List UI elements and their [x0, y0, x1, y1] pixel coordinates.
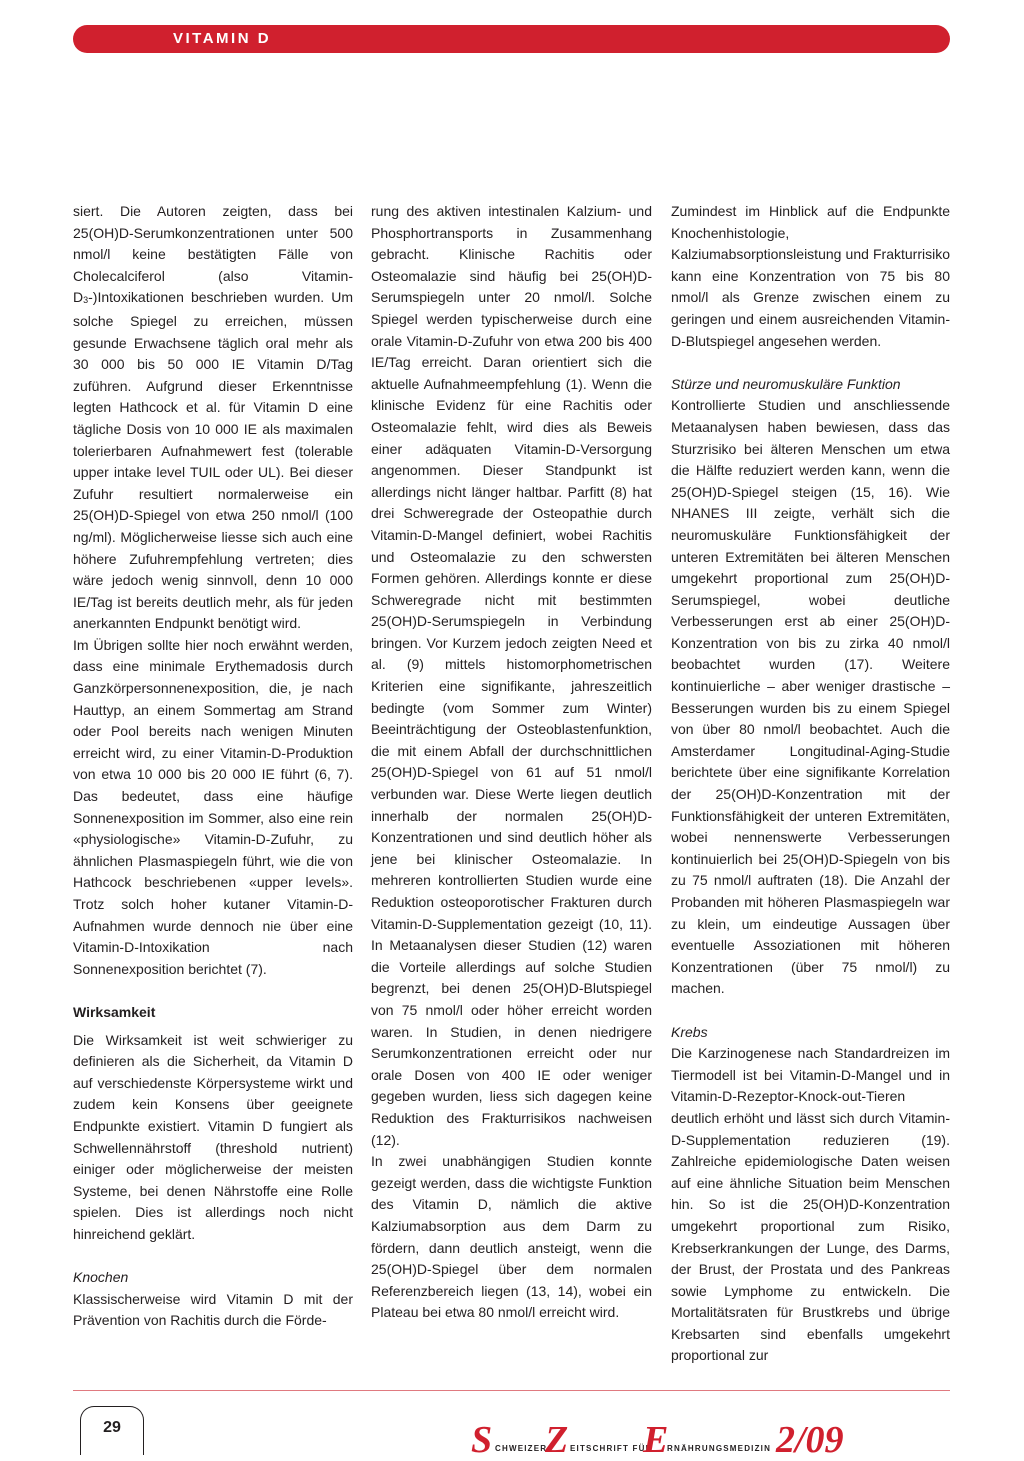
masthead-word-3: RNÄHRUNGSMEDIZIN	[667, 1444, 772, 1453]
column-1	[73, 201, 353, 1332]
section-header-bar	[73, 25, 950, 53]
column-3	[671, 201, 950, 1367]
masthead-s: S	[471, 1419, 493, 1461]
heading-krebs: Krebs	[671, 1023, 708, 1040]
paragraph: Zumindest im Hinblick auf die Endpunkte Knochenhistologie, Kalziumabsorptionsleistung und Frakturrisiko kann eine Konzentration von 75 bis 80 nmol/l als Grenze zwischen einem zu geringen und einem ausreichenden Vitamin-D-Blutspiegel angesehen werden.	[671, 203, 950, 349]
paragraph: Im Übrigen sollte hier noch erwähnt werden, dass eine minimale Erythemadosis durch Ganzkörpersonnenexposition, die, je nach Hauttyp, an einem Sommertag am Strand oder Pool bereits nach wenigen Minuten erreicht wird, zu einer Vitamin-D-Produktion von etwa 10 000 bis 20 000 IE führt (6, 7). Das bedeutet, dass eine häufige Sonnenexposition im Sommer, also eine rein «physiologische» Vitamin-D-Zufuhr, zu ähnlichen Plasmaspiegeln führt, wie die von Hathcock beschriebenen «upper levels». Trotz solch hoher kutaner Vitamin-D-Aufnahmen wurde dennoch nie über eine Vitamin-D-Intoxikation nach Sonnenexposition berichtet (7).	[73, 636, 353, 977]
paragraph: Die Karzinogenese nach Standardreizen im Tiermodell ist bei Vitamin-D-Mangel und in Vitamin-D-Rezeptor-Knock-out-Tieren deutlich erhöht und lässt sich durch Vitamin-D-Supplementation reduzieren (19). Zahlreiche epidemiologische Daten weisen auf eine ähnliche Situation beim Menschen hin. So ist die 25(OH)D-Konzentration umgekehrt proportional zum Risiko, Krebserkrankungen der Lunge, des Darms, der Brust, der Prostata und des Pankreas sowie Lymphome zu entwickeln. Die Mortalitätsraten für Brustkrebs und übrige Krebsarten sind ebenfalls umgekehrt proportional zur	[671, 1045, 950, 1364]
column-2	[371, 201, 652, 1324]
paragraph: rung des aktiven intestinalen Kalzium- und Phosphortransports in Zusammenhang gebracht. Klinische Rachitis oder Osteomalazie sind häufig bei 25(OH)D-Serumspiegeln unter 20 nmol/l. Solche Spiegel werden typischerweise durch eine orale Vitamin-D-Zufuhr von etwa 200 bis 400 IE/Tag erreicht. Daran orientiert sich die aktuelle Aufnahmeempfehlung (1). Wenn die klinische Evidenz für eine Rachitis oder Osteomalazie fehlt, wird dies als Beweis einer adäquaten Vitamin-D-Versorgung angenommen. Dieser Standpunkt ist allerdings nicht länger haltbar. Parfitt (8) hat drei Schweregrade der Osteopathie durch Vitamin-D-Mangel definiert, wobei Rachitis und Osteomalazie zu den schwersten Formen gehören. Allerdings konnte er diese Schweregrade nicht mit bestimmten 25(OH)D-Serumspiegeln in Verbindung bringen. Vor Kurzem jedoch zeigten Need et al. (9) mittels histomorphometrischen Kriterien eine signifikante, jahreszeitlich bedingte (vom Sommer zum Winter) Beeinträchtigung der Osteoblastenfunktion, die mit einem Abfall der durchschnittlichen 25(OH)D-Spiegel von 61 auf 51 nmol/l verbunden war. Diese Werte liegen deutlich innerhalb der normalen 25(OH)D-Konzentrationen und sind deutlich höher als jene bei klinischer Osteomalazie. In mehreren kontrollierten Studien wurde eine Reduktion osteoporotischer Frakturen durch Vitamin-D-Supplementation gezeigt (10, 11). In Metaanalysen dieser Studien (12) waren die Vorteile allerdings auf solche Studien begrenzt, bei denen 25(OH)D-Blutspiegel von 75 nmol/l oder höher erreicht worden waren. In Studien, in denen niedrigere Serumkonzentrationen erreicht oder nur orale Dosen von 400 IE oder weniger gegeben wurden, liess sich dagegen keine Reduktion des Frakturrisikos nachweisen (12).	[371, 203, 652, 1148]
heading-stuerze: Stürze und neuromuskuläre Funktion	[671, 375, 901, 392]
masthead-word-1: CHWEIZER	[495, 1444, 548, 1453]
paragraph: Klassischerweise wird Vitamin D mit der Prävention von Rachitis durch die Förde-	[73, 1290, 353, 1329]
paragraph: In zwei unabhängigen Studien konnte gezeigt werden, dass die wichtigste Funktion des Vitamin D, nämlich die aktive Kalziumabsorption aus dem Darm zu fördern, dann deutlich ansteigt, wenn die 25(OH)D-Spiegel über dem normalen Referenzbereich liegen (13, 14), wobei ein Plateau bei etwa 80 nmol/l erreicht wird.	[371, 1153, 652, 1321]
footer-divider	[73, 1390, 950, 1391]
heading-wirksamkeit: Wirksamkeit	[73, 1003, 156, 1020]
page-number: 29	[103, 1419, 121, 1436]
issue-number: 2/09	[776, 1419, 844, 1461]
paragraph: Kontrollierte Studien und anschliessende Metaanalysen haben bewiesen, dass das Sturzrisiko bei älteren Menschen um etwa die Hälfte reduziert werden kann, wenn die 25(OH)D-Spiegel steigen (15, 16). Wie NHANES III zeigte, verhält sich die neuromuskuläre Funktionsfähigkeit der unteren Extremitäten bei älteren Menschen umgekehrt proportional zum 25(OH)D-Serumspiegel, wobei deutliche Verbesserungen erst ab einer 25(OH)D-Konzentration von bis zu zirka 40 nmol/l beobachtet wurden (17). Weitere kontinuierliche – aber weniger drastische – Besserungen wurden bis zu einem Spiegel von über 80 nmol/l beobachtet. Auch die Amsterdamer Longitudinal-Aging-Studie berichtete über eine signifikante Korrelation der 25(OH)D-Konzentration mit der Funktionsfähigkeit der unteren Extremitäten, wobei nennenswerte Verbesserungen kontinuierlich bei 25(OH)D-Spiegeln von bis zu 75 nmol/l auftraten (18). Die Anzahl der Probanden mit höheren Plasmaspiegeln war zu klein, um eindeutige Aussagen über eventuelle Assoziationen mit höheren Konzentrationen (über 75 nmol/l) zu machen.	[671, 397, 950, 997]
heading-knochen: Knochen	[73, 1269, 129, 1286]
masthead-e: E	[643, 1419, 669, 1461]
paragraph: siert. Die Autoren zeigten, dass bei 25(OH)D-Serumkonzentrationen unter 500 nmol/l keine bestätigten Fälle von Cholecalciferol (also Vitamin-$D_3-)Intoxikationen$ beschrieben wurden. Um solche Spiegel zu erreichen, müssen gesunde Erwachsene täglich oral mehr als 30 000 bis 50 000 IE Vitamin D/Tag zuführen. Aufgrund dieser Erkenntnisse legten Hathcock et al. für Vitamin D eine tägliche Dosis von 10 000 IE als maximalen tolerierbaren Aufnahmewert fest (tolerable upper intake level TUIL oder UL). Bei dieser Zufuhr resultiert normalerweise ein 25(OH)D-Spiegel von etwa 250 nmol/l (100 ng/ml). Möglicherweise liesse sich auch eine höhere Zufuhrempfehlung vertreten; dies wäre jedoch wenig sinnvoll, denn 10 000 IE/Tag ist bereits deutlich mehr, als für jeden anerkannten Endpunkt benötigt wird.	[73, 203, 353, 632]
masthead-word-2: EITSCHRIFT FÜR	[570, 1444, 653, 1453]
masthead-z: Z	[545, 1419, 569, 1461]
section-title: VITAMIN D	[173, 30, 272, 47]
paragraph: Die Wirksamkeit ist weit schwieriger zu definieren als die Sicherheit, da Vitamin D auf verschiedenste Körpersysteme wirkt und zudem kein Konsens über geeignete Endpunkte existiert. Vitamin D fungiert als Schwellennährstoff (threshold nutrient) einiger oder möglicherweise der meisten Systeme, bei denen Nährstoffe eine Rolle spielen. Dies ist allerdings noch nicht hinreichend geklärt.	[73, 1031, 353, 1242]
